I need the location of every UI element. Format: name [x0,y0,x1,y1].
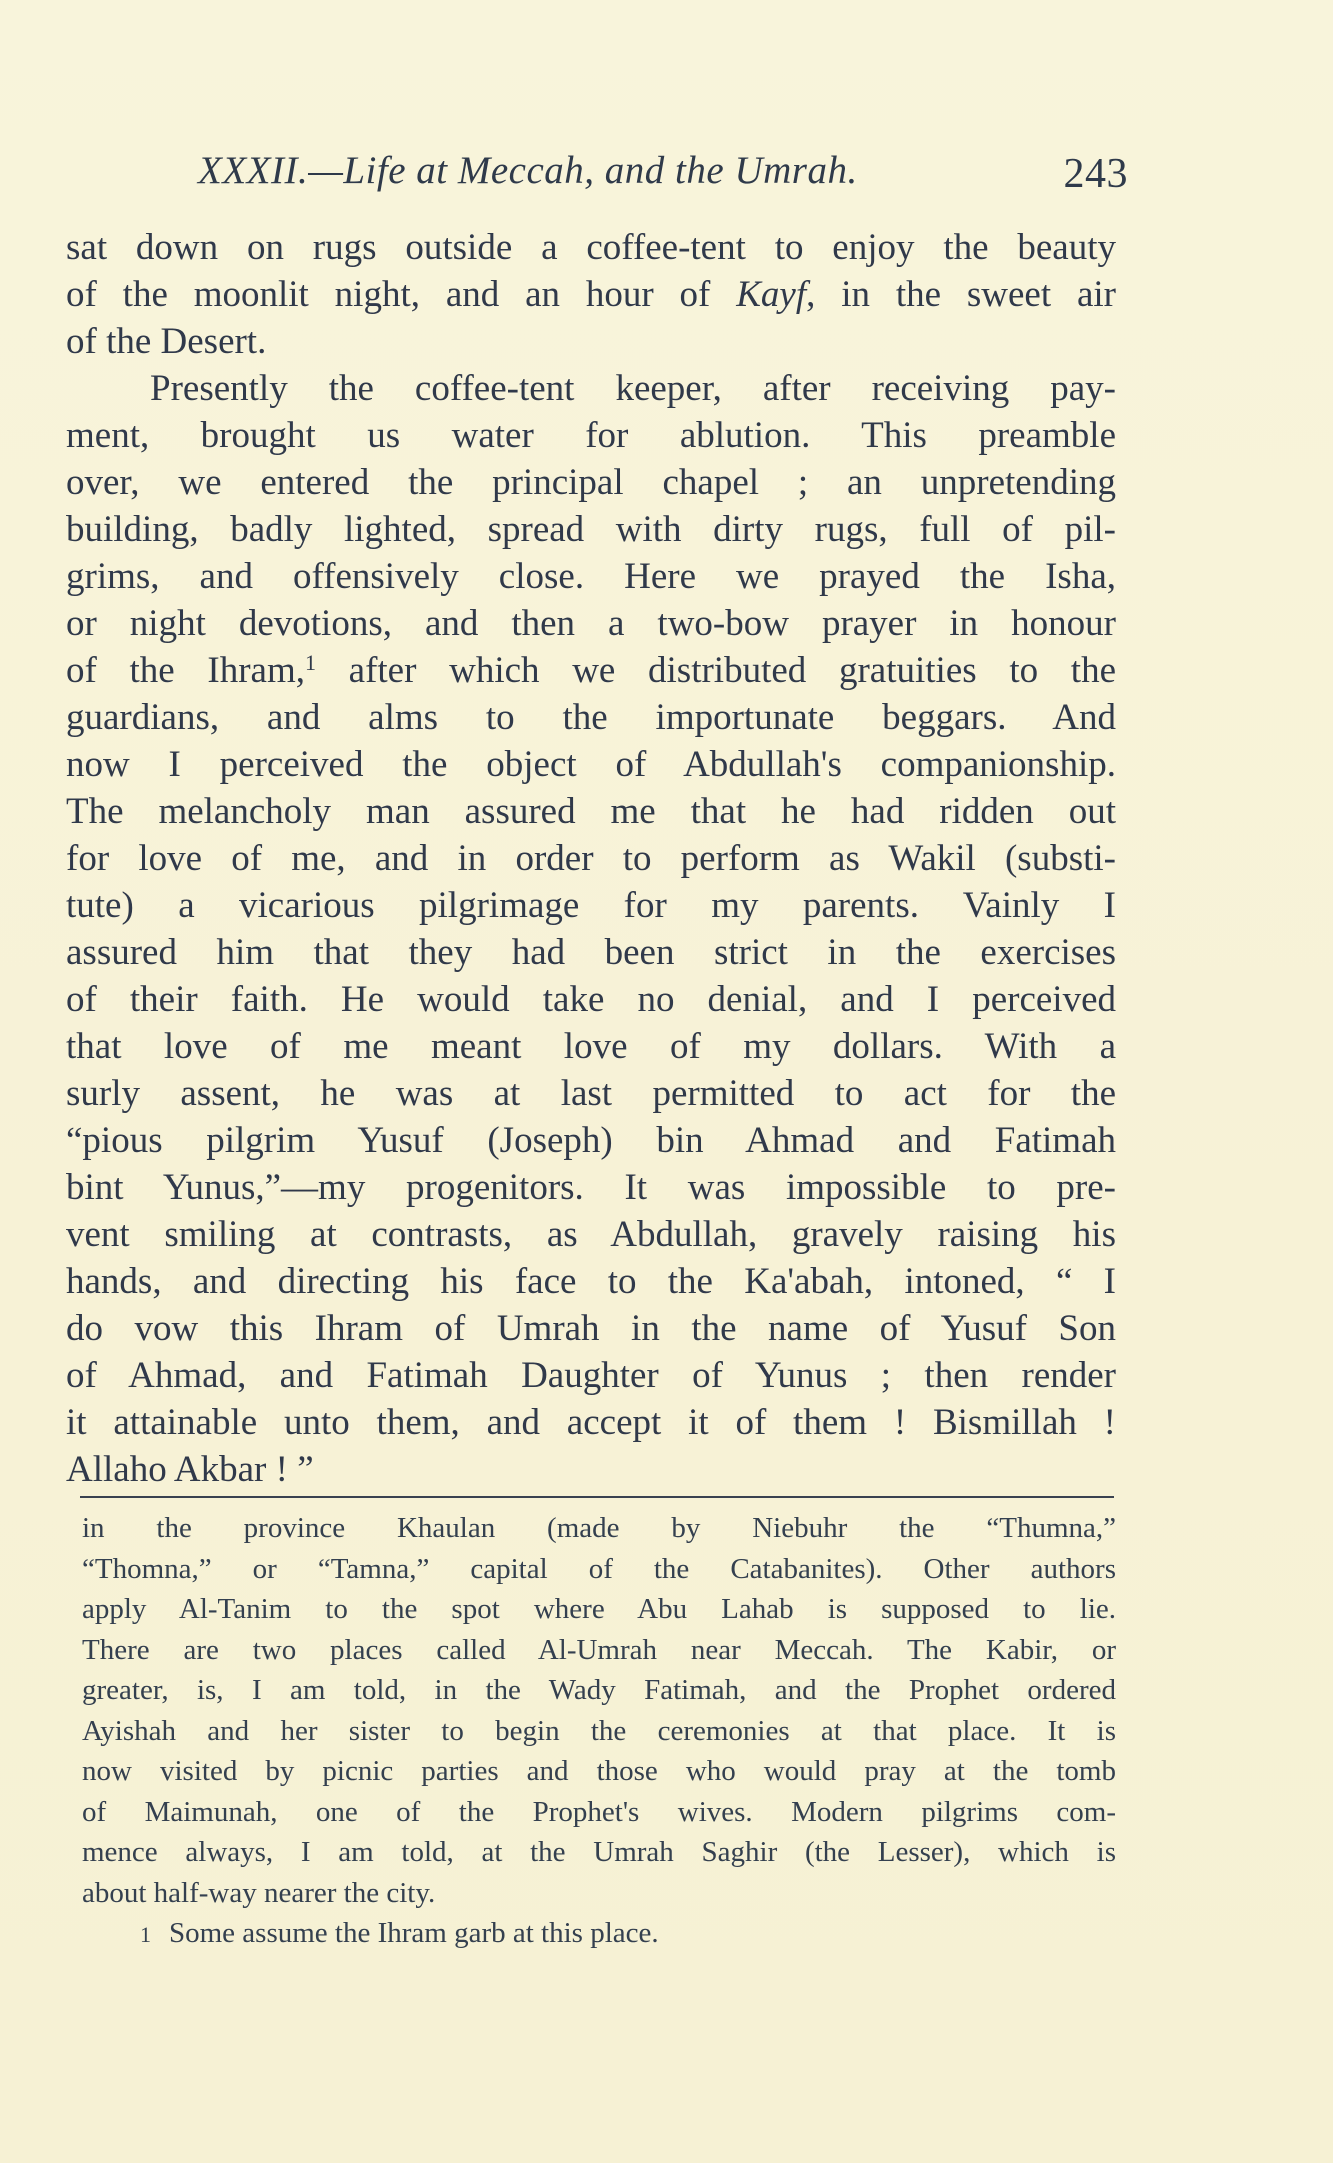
main-text [66,224,1116,1493]
text-line: of their faith. He would take no denial, and I perceived [66,979,1116,1020]
paragraph-1 [66,224,1116,365]
text-line: “pious pilgrim Yusuf (Joseph) bin Ahmad and Fatimah [66,1120,1116,1161]
italic-term: Kayf [736,274,807,315]
text-line: over, we entered the principal chapel ; an unpretending [66,462,1116,503]
footnote-line: in the province Khaulan (made by Niebuhr the “Thumna,” [82,1512,1116,1544]
page-number: 243 [1063,151,1128,197]
text-line: that love of me meant love of my dollars. With a [66,1026,1116,1067]
footnote-text: Some assume the Ihram garb at this place. [169,1917,659,1949]
running-title: XXXII.—Life at Meccah, and the Umrah. [198,149,858,192]
text-line: guardians, and alms to the importunate beggars. And [66,697,1116,738]
text-line: for love of me, and in order to perform as Wakil (substi- [66,838,1116,879]
text-line: building, badly lighted, spread with dirty rugs, full of pil- [66,509,1116,550]
footnote-reference: 1 [304,650,316,675]
text-line: of the Desert. [66,321,267,362]
footnote-rule [80,1496,1114,1498]
footnote-line: mence always, I am told, at the Umrah Saghir (the Lesser), which is [82,1836,1116,1868]
footnotes [82,1508,1116,1956]
text-line: tute) a vicarious pilgrimage for my parents. Vainly I [66,885,1116,926]
footnote-line: about half-way nearer the city. [82,1876,436,1909]
text-line: Allaho Akbar ! ” [66,1449,314,1490]
text-line: sat down on rugs outside a coffee-tent to enjoy the beauty [66,227,1116,268]
text-line: now I perceived the object of Abdullah's companionship. [66,744,1116,785]
text-line: ment, brought us water for ablution. This preamble [66,415,1116,456]
footnote-line: greater, is, I am told, in the Wady Fatimah, and the Prophet ordered [82,1674,1116,1706]
text-line: surly assent, he was at last permitted to act for the [66,1073,1116,1114]
text-line: grims, and offensively close. Here we prayed the Isha, [66,556,1116,597]
running-header [198,148,1128,197]
footnote-marker: 1 [140,1922,151,1947]
text-line: bint Yunus,”—my progenitors. It was impossible to pre- [66,1167,1116,1208]
text-line: vent smiling at contrasts, as Abdullah, gravely raising his [66,1214,1116,1255]
text-line: or night devotions, and then a two-bow prayer in honour [66,603,1116,644]
text-line: it attainable unto them, and accept it of them ! Bismillah ! [66,1402,1116,1443]
footnote-line: of Maimunah, one of the Prophet's wives. Modern pilgrims com- [82,1795,1116,1828]
footnote-line: apply Al-Tanim to the spot where Abu Lahab is supposed to lie. [82,1593,1116,1625]
text-line: of the moonlit night, and an hour of Kayf, in the sweet air [66,274,1116,315]
footnote-1 [82,1913,1116,1956]
text-line: assured him that they had been strict in the exercises [66,932,1116,973]
footnote-line: Ayishah and her sister to begin the ceremonies at that place. It is [82,1714,1116,1747]
footnote-line: now visited by picnic parties and those who would pray at the tomb [82,1755,1116,1787]
footnote-line: “Thomna,” or “Tamna,” capital of the Catabanites). Other authors [82,1552,1116,1585]
paragraph-2 [66,365,1116,1493]
text-line: The melancholy man assured me that he had ridden out [66,791,1116,832]
text-line: hands, and directing his face to the Ka'abah, intoned, “ I [66,1261,1116,1302]
text-line: do vow this Ihram of Umrah in the name of Yusuf Son [66,1308,1116,1349]
text-line: of Ahmad, and Fatimah Daughter of Yunus ; then render [66,1355,1116,1396]
text-line: of the Ihram,$^1$ after which we distributed gratuities to the [66,650,1116,691]
footnote-line: There are two places called Al-Umrah near Meccah. The Kabir, or [82,1633,1116,1666]
text-line: Presently the coffee-tent keeper, after receiving pay- [150,368,1116,409]
